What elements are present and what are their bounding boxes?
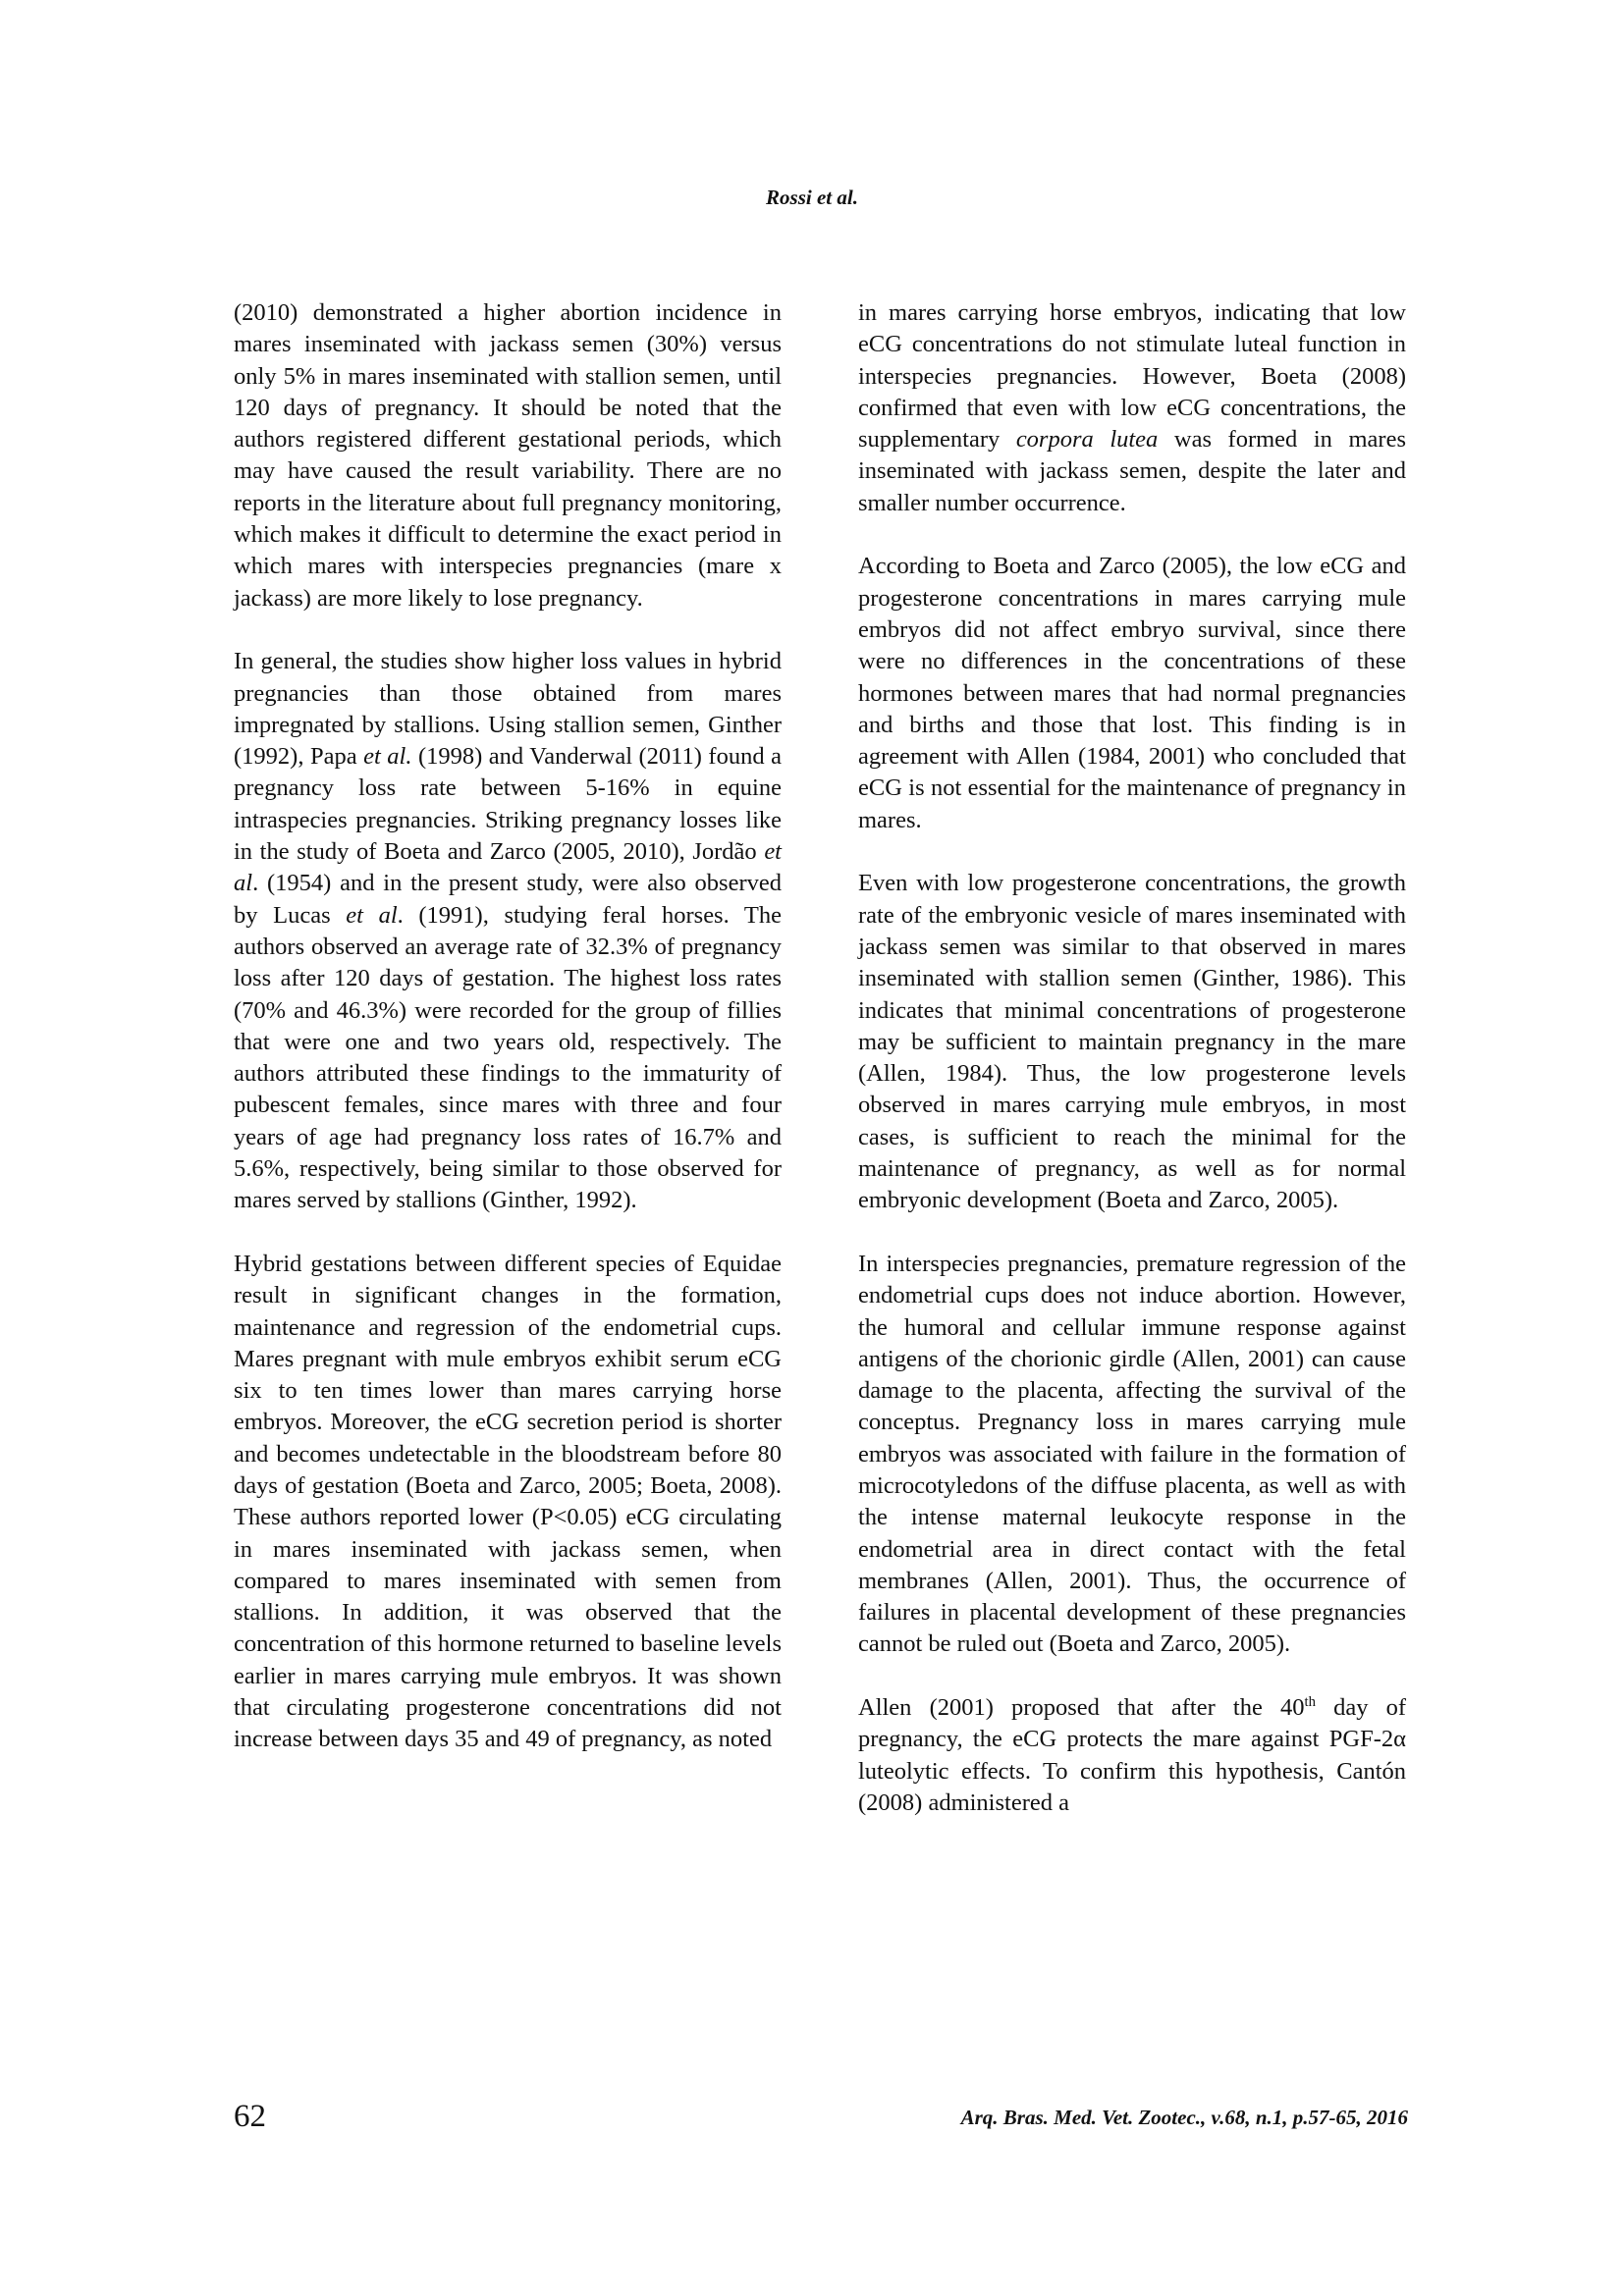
italic-run: et al (234, 838, 782, 897)
text-run: In general, the studies show higher loss values in hybrid pregnancies than those obtained from mares impregnated by stallions. Using stallion semen, Ginther (1992), Papa (234, 648, 782, 771)
journal-name: Arq. Bras. Med. Vet. Zootec. (960, 2106, 1202, 2129)
superscript: th (1304, 1693, 1316, 1710)
paragraph (234, 646, 782, 1216)
left-column (234, 297, 782, 1756)
journal-details: , v.68, n.1, p.57-65, 2016 (1201, 2106, 1408, 2129)
text-run: day of pregnancy, the eCG protects the mare against PGF-2α luteolytic effects. To confirm this hypothesis, Cantón (2008) administered a (858, 1694, 1406, 1816)
paragraph: In interspecies pregnancies, premature regression of the endometrial cups does not induce abortion. However, the humoral and cellular immune response against antigens of the chorionic girdle (Allen, 2001) can cause damage to the placenta, affecting the survival of the conceptus. Pregnancy loss in mares carrying mule embryos was associated with failure in the formation of microcotyledons of the diffuse placenta, as well as with the intense maternal leukocyte response in the endometrial area in direct contact with the fetal membranes (Allen, 2001). Thus, the occurrence of failures in placental development of these pregnancies cannot be ruled out (Boeta and Zarco, 2005). (858, 1250, 1406, 1658)
italic-run: et al. (363, 743, 412, 771)
paragraph: Even with low progesterone concentrations, the growth rate of the embryonic vesicle of mares inseminated with jackass semen was similar to that observed in mares inseminated with stallion semen (Ginther, 1986). This indicates that minimal concentrations of progesterone may be sufficient to maintain pregnancy in the mare (Allen, 1984). Thus, the low progesterone levels observed in mares carrying mule embryos, in most cases, is sufficient to reach the minimal for the maintenance of pregnancy, as well as for normal embryonic development (Boeta and Zarco, 2005). (858, 870, 1406, 1214)
text-run: in mares carrying horse embryos, indicating that low eCG concentrations do not stimulate luteal function in interspecies pregnancies. However, Boeta (2008) confirmed that even with low eCG concentrations, the supplementary (858, 299, 1406, 454)
text-run: Allen (2001) proposed that after the 40 (858, 1694, 1305, 1722)
right-column (858, 297, 1406, 1819)
text-run: was formed in mares inseminated with jackass semen, despite the later and smaller number occurrence. (858, 426, 1406, 516)
paragraph (858, 1692, 1406, 1819)
paragraph: According to Boeta and Zarco (2005), the low eCG and progesterone concentrations in mares carrying mule embryos did not affect embryo survival, since there were no differences in the concentrations of these hormones between mares that had normal pregnancies and births and those that lost. This finding is in agreement with Allen (1984, 2001) who concluded that eCG is not essential for the maintenance of pregnancy in mares. (858, 553, 1406, 833)
running-head: Rossi et al. (766, 186, 858, 209)
text-run: . (1954) and in the present study, were also observed by Lucas (234, 870, 782, 929)
italic-run: corpora lutea (1015, 426, 1159, 454)
journal-citation (961, 2106, 1408, 2130)
paragraph: Hybrid gestations between different species of Equidae result in significant changes in the formation, maintenance and regression of the endometrial cups. Mares pregnant with mule embryos exhibit serum eCG six to ten times lower than mares carrying horse embryos. Moreover, the eCG secretion period is shorter and becomes undetectable in the bloodstream before 80 days of gestation (Boeta and Zarco, 2005; Boeta, 2008). These authors reported lower (P<0.05) eCG circulating in mares inseminated with jackass semen, when compared to mares inseminated with semen from stallions. In addition, it was observed that the concentration of this hormone returned to baseline levels earlier in mares carrying mule embryos. It was shown that circulating progesterone concentrations did not increase between days 35 and 49 of pregnancy, as noted (234, 1250, 782, 1753)
italic-run: et al (346, 901, 398, 929)
page-number: 62 (234, 2099, 266, 2134)
text-run: (1998) and Vanderwal (2011) found a pregnancy loss rate between 5-16% in equine intraspecies pregnancies. Striking pregnancy losses like in the study of Boeta and Zarco (2005, 2010), Jordão (234, 743, 782, 866)
paragraph: (2010) demonstrated a higher abortion incidence in mares inseminated with jackass semen (30%) versus only 5% in mares inseminated with stallion semen, until 120 days of pregnancy. It should be noted that the authors registered different gestational periods, which may have caused the result variability. There are no reports in the literature about full pregnancy monitoring, which makes it difficult to determine the exact period in which mares with interspecies pregnancies (mare x jackass) are more likely to lose pregnancy. (234, 299, 782, 612)
text-run: . (1991), studying feral horses. The authors observed an average rate of 32.3% of pregnancy loss after 120 days of gestation. The highest loss rates (70% and 46.3%) were recorded for the group of fillies that were one and two years old, respectively. The authors attributed these findings to the immaturity of pubescent females, since mares with three and four years of age had pregnancy loss rates of 16.7% and 5.6%, respectively, being similar to those observed for mares served by stallions (Ginther, 1992). (234, 901, 782, 1214)
paragraph (858, 297, 1406, 519)
